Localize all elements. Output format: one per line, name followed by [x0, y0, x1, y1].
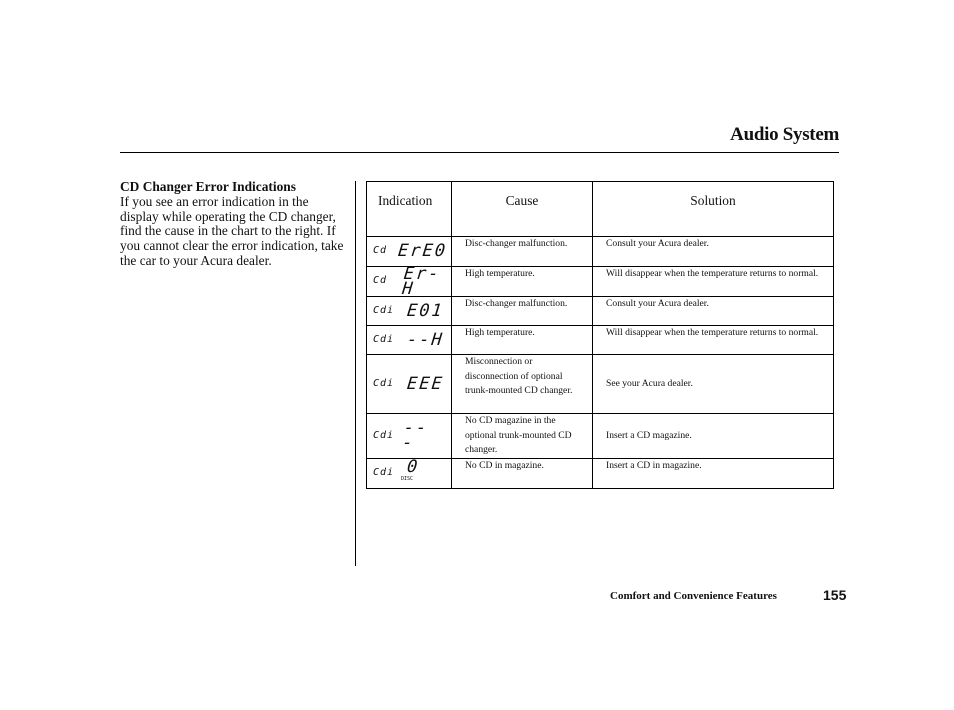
cause-cell: Misconnection or disconnection of optional trunk-mounted CD changer. — [452, 355, 593, 414]
indication-cell — [367, 355, 452, 414]
cause-cell: High temperature. — [452, 326, 593, 355]
cause-cell: Disc-changer malfunction. — [452, 237, 593, 267]
title-rule — [120, 152, 839, 153]
lcd-label: Cdi — [373, 333, 395, 345]
table-row — [367, 297, 834, 326]
solution-cell: Insert a CD in magazine. — [593, 458, 834, 488]
lcd-label: Cdi — [373, 377, 395, 389]
lcd-code: EEE — [405, 373, 445, 394]
cause-cell: No CD magazine in the optional trunk-mounted CD changer. — [452, 414, 593, 459]
intro-heading: CD Changer Error Indications — [120, 179, 296, 194]
table-row — [367, 326, 834, 355]
header-cause: Cause — [452, 182, 593, 237]
cause-cell: Disc-changer malfunction. — [452, 297, 593, 326]
lcd-code-group — [401, 456, 421, 487]
solution-cell: Consult your Acura dealer. — [593, 297, 834, 326]
lcd-label: Cd — [373, 275, 388, 287]
header-solution: Solution — [593, 182, 834, 237]
table-row — [367, 355, 834, 414]
lcd-label: Cdi — [373, 429, 395, 441]
lcd-label: Cdi — [373, 467, 395, 479]
lcd-code: ErE0 — [397, 241, 449, 262]
solution-cell: See your Acura dealer. — [593, 355, 834, 414]
lcd-label: Cd — [373, 245, 388, 257]
table-row — [367, 237, 834, 267]
table-row — [367, 414, 834, 459]
table-row — [367, 267, 834, 297]
lcd-label: Cdi — [373, 304, 395, 316]
lcd-display — [373, 456, 447, 487]
page-number: 155 — [823, 587, 847, 603]
lcd-code: --H — [405, 329, 445, 350]
indication-cell — [367, 237, 452, 267]
solution-cell: Consult your Acura dealer. — [593, 237, 834, 267]
solution-cell: Insert a CD magazine. — [593, 414, 834, 459]
lcd-code: E01 — [405, 300, 445, 321]
lcd-code: 0 — [405, 456, 421, 477]
table-row — [367, 458, 834, 488]
header-indication: Indication — [367, 182, 452, 237]
indication-cell — [367, 458, 452, 488]
lcd-display — [373, 241, 449, 262]
lcd-code: Er-H — [401, 264, 442, 299]
lcd-disc-label: DISC — [401, 476, 414, 483]
lcd-code: -- - — [401, 418, 430, 454]
lcd-display — [373, 300, 447, 321]
lcd-display — [373, 329, 447, 350]
page-title: Audio System — [730, 124, 839, 145]
lcd-display — [373, 418, 447, 454]
error-indication-table — [366, 181, 834, 489]
lcd-display — [373, 264, 447, 299]
footer-section-title: Comfort and Convenience Features — [610, 590, 777, 602]
indication-cell — [367, 297, 452, 326]
table-header-row — [367, 182, 834, 237]
solution-cell: Will disappear when the temperature returns to normal. — [593, 267, 834, 297]
column-divider — [355, 181, 356, 566]
indication-cell — [367, 414, 452, 459]
solution-cell: Will disappear when the temperature returns to normal. — [593, 326, 834, 355]
cause-cell: No CD in magazine. — [452, 458, 593, 488]
intro-section — [120, 180, 348, 269]
indication-cell — [367, 326, 452, 355]
cause-cell: High temperature. — [452, 267, 593, 297]
indication-cell — [367, 264, 452, 299]
lcd-display — [373, 373, 447, 394]
intro-body: If you see an error indication in the display while operating the CD changer, find the cause in the chart to the right. If you cannot clear the error indication, take the car to your Acura dealer. — [120, 193, 344, 268]
